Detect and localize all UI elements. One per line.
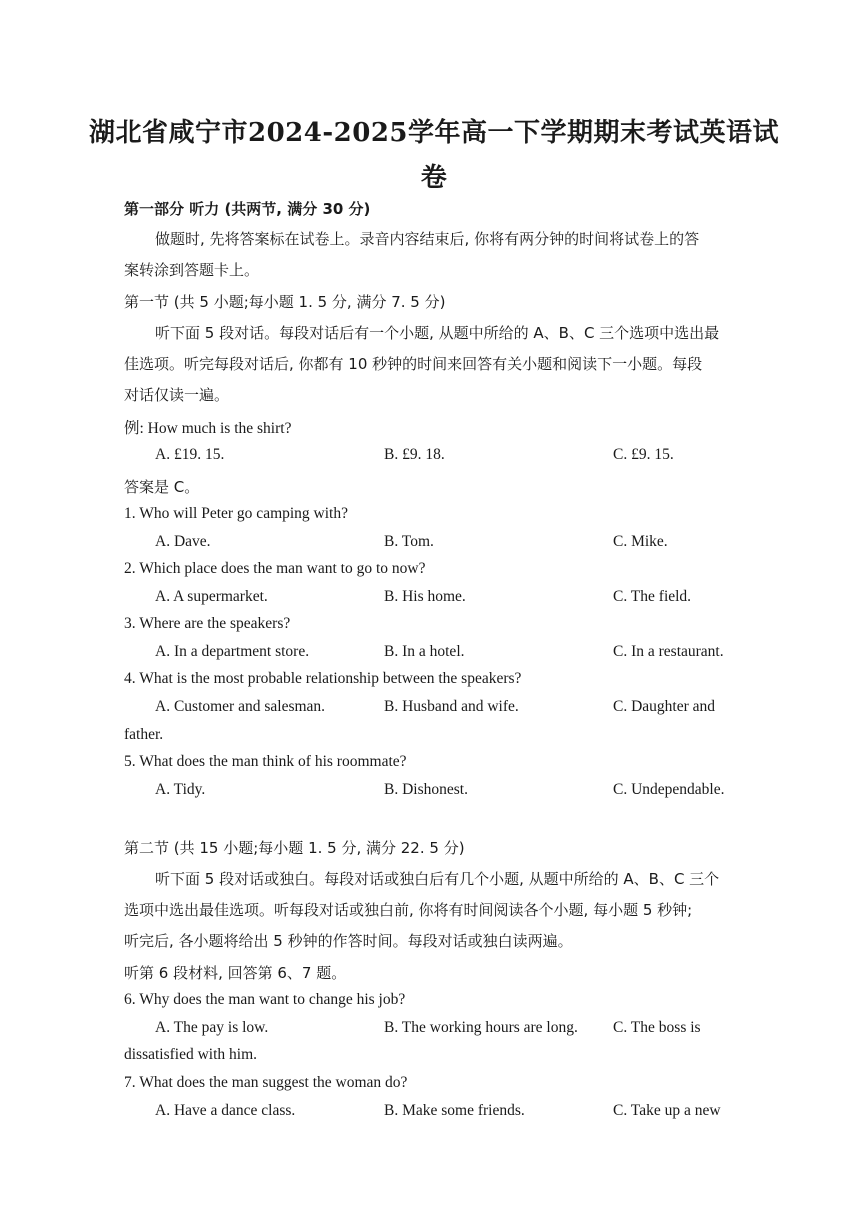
example-option-a: A. £19. 15. bbox=[155, 446, 225, 463]
example-question: 例: How much is the shirt? bbox=[124, 420, 292, 437]
part1-heading: 第一部分 听力 (共两节, 满分 30 分) bbox=[124, 200, 371, 218]
question-2-option-c: C. The field. bbox=[613, 588, 692, 605]
part1-instruction-line2: 案转涂到答题卡上。 bbox=[124, 261, 260, 279]
question-3-option-b: B. In a hotel. bbox=[384, 643, 465, 660]
question-1: 1. Who will Peter go camping with? bbox=[124, 505, 348, 522]
question-3: 3. Where are the speakers? bbox=[124, 615, 291, 632]
question-2-option-b: B. His home. bbox=[384, 588, 466, 605]
question-7-option-b: B. Make some friends. bbox=[384, 1102, 525, 1119]
question-6-option-c-continued: dissatisfied with him. bbox=[124, 1046, 258, 1063]
example-option-b: B. £9. 18. bbox=[384, 446, 445, 463]
question-3-option-c: C. In a restaurant. bbox=[613, 643, 724, 660]
section2-instruction-line3: 听完后, 各小题将给出 5 秒钟的作答时间。每段对话或独白读两遍。 bbox=[124, 932, 573, 950]
question-3-option-a: A. In a department store. bbox=[155, 643, 310, 660]
part1-instruction-line1: 做题时, 先将答案标在试卷上。录音内容结束后, 你将有两分钟的时间将试卷上的答 bbox=[155, 230, 700, 248]
section2-instruction-line2: 选项中选出最佳选项。听每段对话或独白前, 你将有时间阅读各个小题, 每小题 5 秒钟; bbox=[124, 901, 693, 919]
question-4-option-b: B. Husband and wife. bbox=[384, 698, 519, 715]
question-6-option-a: A. The pay is low. bbox=[155, 1019, 269, 1036]
question-6-option-b: B. The working hours are long. bbox=[384, 1019, 578, 1036]
question-7-option-c: C. Take up a new bbox=[613, 1102, 721, 1119]
question-2: 2. Which place does the man want to go to now? bbox=[124, 560, 426, 577]
question-1-option-a: A. Dave. bbox=[155, 533, 211, 550]
question-7: 7. What does the man suggest the woman do? bbox=[124, 1074, 408, 1091]
section2-heading: 第二节 (共 15 小题;每小题 1. 5 分, 满分 22. 5 分) bbox=[124, 839, 465, 857]
question-1-option-c: C. Mike. bbox=[613, 533, 668, 550]
question-4-option-c-continued: father. bbox=[124, 726, 164, 743]
section2-instruction-line1: 听下面 5 段对话或独白。每段对话或独白后有几个小题, 从题中所给的 A、B、C 三个 bbox=[155, 870, 720, 888]
question-4-option-c: C. Daughter and bbox=[613, 698, 716, 715]
question-7-option-a: A. Have a dance class. bbox=[155, 1102, 296, 1119]
question-6: 6. Why does the man want to change his job? bbox=[124, 991, 406, 1008]
question-5-option-c: C. Undependable. bbox=[613, 781, 725, 798]
section1-instruction-line3: 对话仅读一遍。 bbox=[124, 386, 230, 404]
question-4: 4. What is the most probable relationship between the speakers? bbox=[124, 670, 522, 687]
section1-instruction-line2: 佳选项。听完每段对话后, 你都有 10 秒钟的时间来回答有关小题和阅读下一小题。每段 bbox=[124, 355, 703, 373]
example-answer: 答案是 C。 bbox=[124, 478, 200, 496]
section1-heading: 第一节 (共 5 小题;每小题 1. 5 分, 满分 7. 5 分) bbox=[124, 293, 446, 311]
material-6-heading: 听第 6 段材料, 回答第 6、7 题。 bbox=[124, 964, 347, 982]
exam-title-line1: 湖北省咸宁市2024-2025学年高一下学期期末考试英语试 bbox=[88, 118, 780, 148]
question-5-option-a: A. Tidy. bbox=[155, 781, 206, 798]
example-option-c: C. £9. 15. bbox=[613, 446, 674, 463]
question-6-option-c: C. The boss is bbox=[613, 1019, 701, 1036]
question-5: 5. What does the man think of his roommate? bbox=[124, 753, 407, 770]
exam-title-line2: 卷 bbox=[420, 163, 448, 193]
question-4-option-a: A. Customer and salesman. bbox=[155, 698, 326, 715]
question-5-option-b: B. Dishonest. bbox=[384, 781, 468, 798]
question-2-option-a: A. A supermarket. bbox=[155, 588, 268, 605]
section1-instruction-line1: 听下面 5 段对话。每段对话后有一个小题, 从题中所给的 A、B、C 三个选项中选出最 bbox=[155, 324, 720, 342]
question-1-option-b: B. Tom. bbox=[384, 533, 434, 550]
